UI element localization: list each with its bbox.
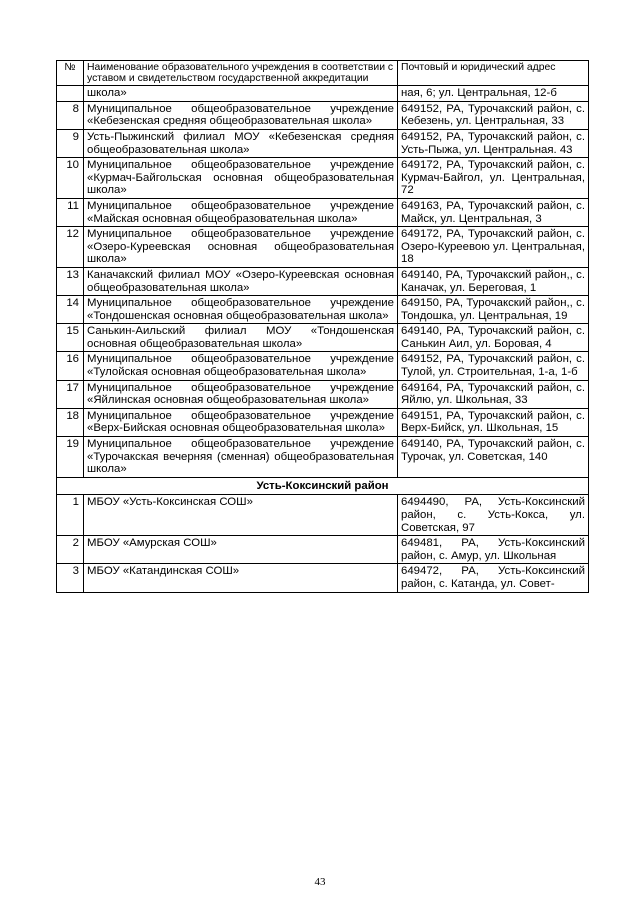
table-row bbox=[57, 198, 589, 226]
row-num: 3 bbox=[57, 564, 84, 592]
header-address: Почтовый и юридический адрес bbox=[398, 61, 589, 86]
row-address: 649163, РА, Турочакский район, с. Майск, ул. Центральная, 3 bbox=[398, 198, 589, 226]
row-address: 649151, РА, Турочакский район, с. Верх-Бийск, ул. Школьная, 15 bbox=[398, 408, 589, 436]
row-num: 12 bbox=[57, 227, 84, 268]
table-row bbox=[57, 536, 589, 564]
page-number: 43 bbox=[314, 876, 326, 888]
row-address: 649152, РА, Турочакский район, с. Кебезень, ул. Центральная, 33 bbox=[398, 101, 589, 129]
row-name: Муниципальное общеобразовательное учреждение «Курмач-Байгольская основная общеобразовательная школа» bbox=[84, 158, 398, 199]
row-name: Муниципальное общеобразовательное учреждение «Тондошенская основная общеобразовательная школа» bbox=[84, 296, 398, 324]
row-name: МБОУ «Усть-Коксинская СОШ» bbox=[84, 495, 398, 536]
district-row bbox=[57, 477, 589, 495]
row-address: 6494490, РА, Усть-Коксинский район, с. Усть-Кокса, ул. Советская, 97 bbox=[398, 495, 589, 536]
district-title: Усть-Коксинский район bbox=[57, 477, 589, 495]
row-address: 649481, РА, Усть-Коксинский район, с. Амур, ул. Школьная bbox=[398, 536, 589, 564]
row-name: Муниципальное общеобразовательное учреждение «Турочакская вечерняя (сменная) общеобразовательная школа» bbox=[84, 437, 398, 478]
row-num: 15 bbox=[57, 324, 84, 352]
row-num: 19 bbox=[57, 437, 84, 478]
row-num: 1 bbox=[57, 495, 84, 536]
table-row bbox=[57, 101, 589, 129]
row-num: 2 bbox=[57, 536, 84, 564]
row-name: МБОУ «Катандинская СОШ» bbox=[84, 564, 398, 592]
continuation-name: школа» bbox=[84, 86, 398, 102]
ust-koksa-rows bbox=[57, 495, 589, 592]
table-row bbox=[57, 267, 589, 295]
table-row bbox=[57, 564, 589, 592]
row-num: 10 bbox=[57, 158, 84, 199]
row-address: 649152, РА, Турочакский район, с. Тулой, ул. Строительная, 1-а, 1-б bbox=[398, 352, 589, 380]
row-address: 649172, РА, Турочакский район, с. Курмач-Байгол, ул. Центральная, 72 bbox=[398, 158, 589, 199]
table-row bbox=[57, 129, 589, 157]
row-address: 649152, РА, Турочакский район, с. Усть-Пыжа, ул. Центральная. 43 bbox=[398, 129, 589, 157]
row-num: 8 bbox=[57, 101, 84, 129]
turochak-rows bbox=[57, 101, 589, 477]
continuation-address: ная, 6; ул. Центральная, 12-б bbox=[398, 86, 589, 102]
row-name: Муниципальное общеобразовательное учреждение «Майская основная общеобразовательная школа» bbox=[84, 198, 398, 226]
row-address: 649140, РА, Турочакский район, с. Турочак, ул. Советская, 140 bbox=[398, 437, 589, 478]
row-name: Каначакский филиал МОУ «Озеро-Куреевская основная общеобразовательная школа» bbox=[84, 267, 398, 295]
table-row bbox=[57, 158, 589, 199]
row-num: 14 bbox=[57, 296, 84, 324]
row-address: 649172, РА, Турочакский район, с. Озеро-Куреевою ул. Центральная, 18 bbox=[398, 227, 589, 268]
row-num: 16 bbox=[57, 352, 84, 380]
row-num: 9 bbox=[57, 129, 84, 157]
row-address: 649472, РА, Усть-Коксинский район, с. Катанда, ул. Совет- bbox=[398, 564, 589, 592]
row-name: МБОУ «Амурская СОШ» bbox=[84, 536, 398, 564]
table-row bbox=[57, 408, 589, 436]
table-row bbox=[57, 495, 589, 536]
table-row bbox=[57, 296, 589, 324]
continuation-row bbox=[57, 86, 589, 102]
row-name: Муниципальное общеобразовательное учреждение «Озеро-Куреевская основная общеобразовательная школа» bbox=[84, 227, 398, 268]
continuation-num bbox=[57, 86, 84, 102]
header-num: № bbox=[57, 61, 84, 86]
row-num: 11 bbox=[57, 198, 84, 226]
row-name: Усть-Пыжинский филиал МОУ «Кебезенская средняя общеобразовательная школа» bbox=[84, 129, 398, 157]
row-name: Муниципальное общеобразовательное учреждение «Верх-Бийская основная общеобразовательная школа» bbox=[84, 408, 398, 436]
header-name: Наименование образовательного учреждения в соответствии с уставом и свидетельством государственной аккредитации bbox=[84, 61, 398, 86]
row-address: 649164, РА, Турочакский район, с. Яйлю, ул. Школьная, 33 bbox=[398, 380, 589, 408]
table-row bbox=[57, 437, 589, 478]
row-num: 18 bbox=[57, 408, 84, 436]
row-num: 13 bbox=[57, 267, 84, 295]
row-name: Санькин-Аильский филиал МОУ «Тондошенская основная общеобразовательная школа» bbox=[84, 324, 398, 352]
row-address: 649140, РА, Турочакский район,, с. Каначак, ул. Береговая, 1 bbox=[398, 267, 589, 295]
row-name: Муниципальное общеобразовательное учреждение «Кебезенская средняя общеобразовательная школа» bbox=[84, 101, 398, 129]
row-name: Муниципальное общеобразовательное учреждение «Яйлинская основная общеобразовательная школа» bbox=[84, 380, 398, 408]
table-row bbox=[57, 227, 589, 268]
table-header-row bbox=[57, 61, 589, 86]
table-row bbox=[57, 324, 589, 352]
row-address: 649150, РА, Турочакский район,, с. Тондошка, ул. Центральная, 19 bbox=[398, 296, 589, 324]
row-name: Муниципальное общеобразовательное учреждение «Тулойская основная общеобразовательная школа» bbox=[84, 352, 398, 380]
row-num: 17 bbox=[57, 380, 84, 408]
row-address: 649140, РА, Турочакский район, с. Санькин Аил, ул. Боровая, 4 bbox=[398, 324, 589, 352]
table-row bbox=[57, 380, 589, 408]
table-row bbox=[57, 352, 589, 380]
schools-table bbox=[56, 60, 589, 593]
